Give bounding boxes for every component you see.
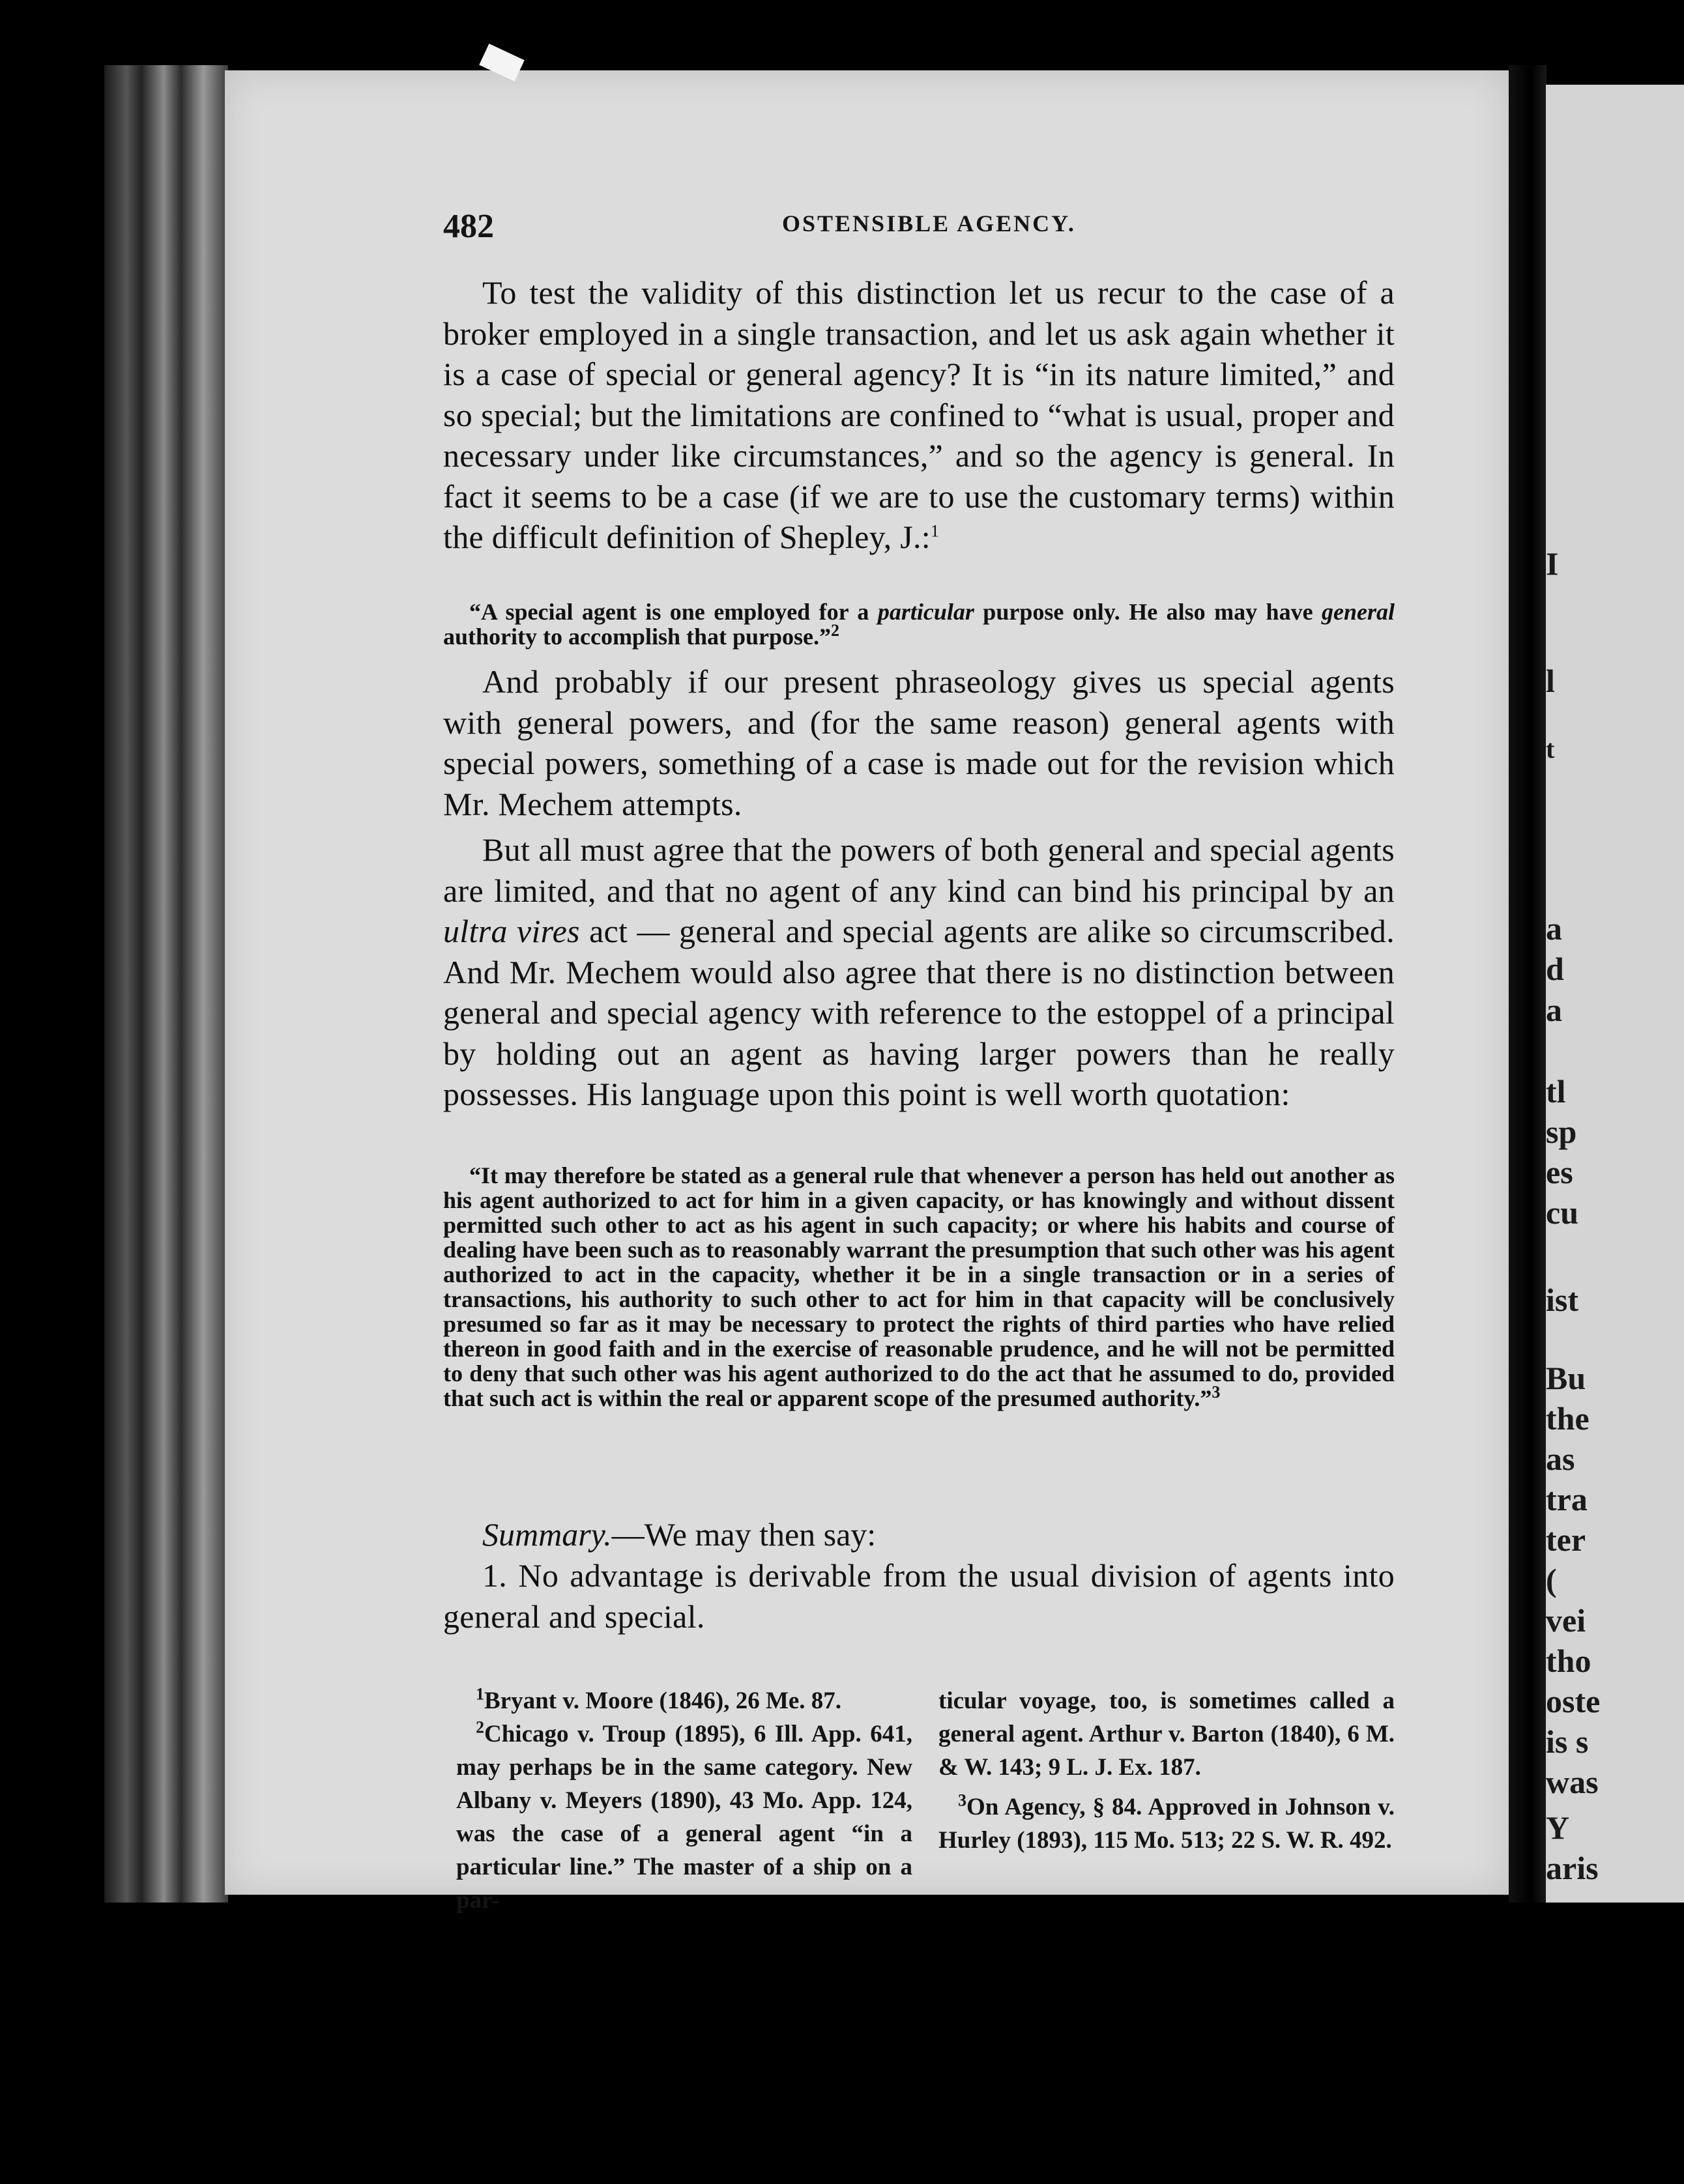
facing-page-fragment: cu [1546,1194,1578,1231]
footnote-ref: 2 [831,621,840,640]
quotation: “It may therefore be stated as a general rule that whenever a person has held out another as his agent authorized to act for him in a given capacity, or has knowingly and without dissent permitted such other to act as his agent in such capacity; or where his habits and course of dealing have been such as to reasonably warrant the presumption that such other was his agent authorized to act in the capacity, whether it be in a single transaction or in a series of transactions, his authority to such other to act for him in that capacity will be conclusively presumed so far as it may be necessary to protect the rights of third parties who have relied thereon in good faith and in the exercise of reasonable prudence, and he will not be permitted to deny that such other was his agent authorized to do the act that he assumed to do, provided that such act is within the real or apparent scope of the presumed authority.”$^3$ [443,1162,1395,1411]
facing-page-fragment: Bu [1546,1360,1586,1396]
quotation: “A special agent is one employed for a particular purpose only. He also may have general authority to accomplish that purpose.”$^2$ [443,599,1395,650]
facing-page-fragment: ( [1546,1562,1557,1598]
running-head [443,207,1395,253]
footnotes-right [938,1684,1395,1857]
facing-page-fragment: as [1546,1441,1575,1477]
footnote: $^1$Bryant v. Moore (1846), 26 Me. 87. [476,1684,842,1714]
facing-page-fragment: vei [1546,1602,1586,1639]
page-heading: OSTENSIBLE AGENCY. [782,210,1076,237]
paragraph: To test the validity of this distinction let us recur to the case of a broker employed in a single transaction, and let us ask again whether it is a case of special or general agency? It is “in its nature limited,” and so special; but the limitations are confined to “what is usual, proper and necessary under like circumstances,” and so the agency is general. In fact it seems to be a case (if we are to use the customary terms) within the difficult definition of Shepley, J.:$^1$ [443,274,1395,555]
summary-heading: Summary.—We may then say: [482,1516,877,1553]
facing-page-fragment: l [1546,663,1555,699]
facing-page-fragment: ter [1546,1521,1586,1558]
summary-item: 1. No advantage is derivable from the usual division of agents into general and special. [443,1557,1395,1635]
footnote: $^3$On Agency, § 84. Approved in Johnson v. Hurley (1893), 115 Mo. 513; 22 S. W. R. 492. [938,1790,1395,1854]
footnote-ref: 3 [1212,1383,1221,1401]
summary [443,1515,1395,1637]
facing-page-fragment: sp [1546,1114,1577,1150]
main-text [443,661,1395,1115]
footnotes-left [456,1684,912,1917]
facing-page-fragment: was [1546,1764,1599,1800]
facing-page-fragment: d [1546,951,1564,987]
facing-page-fragment: a [1546,910,1562,947]
facing-page-fragment: oste [1546,1683,1601,1719]
block-quote [443,599,1395,649]
footnote-continuation: ticular voyage, too, is sometimes called a general agent. Arthur v. Barton (1840), 6 M. & W. 143; 9 L. J. Ex. 187. [938,1688,1395,1781]
facing-page-fragment: t [1546,734,1555,764]
paragraph: And probably if our present phraseology gives us special agents with general powers, and (for the same reason) general agents with special powers, something of a case is made out for the revision which Mr. Mechem attempts. [443,663,1395,822]
footnote-ref: 1 [931,521,940,541]
page-number: 482 [443,208,494,245]
facing-page-fragment: is s [1546,1723,1589,1760]
facing-page-fragment: aris [1546,1850,1599,1886]
facing-page-fragment: tl [1546,1073,1566,1110]
book-gutter [1509,65,1546,1903]
facing-page-fragment: tra [1546,1481,1588,1517]
footnote: $^2$Chicago v. Troup (1895), 6 Ill. App. 641, may perhaps be in the same category. New Albany v. Meyers (1890), 43 Mo. App. 124, was the case of a general agent “in a particular line.” The master of a ship on a par- [456,1717,912,1914]
facing-page-fragment: ist [1546,1282,1578,1318]
facing-page-fragment: Y [1546,1809,1570,1846]
facing-page-fragment: I [1546,545,1559,582]
facing-page-fragment: the [1546,1400,1590,1437]
facing-page-fragment: es [1546,1154,1573,1190]
facing-page-fragment: a [1546,992,1562,1028]
facing-page-edge [1546,85,1684,1903]
scan-border [104,65,228,1903]
paragraph: But all must agree that the powers of both general and special agents are limited, and that no agent of any kind can bind his principal by an ultra vires act — general and special agents are alike so circumscribed. And Mr. Mechem would also agree that there is no distinction between general and special agency with reference to the estoppel of a principal by holding out an agent as having larger powers than he really possesses. His language upon this point is well worth quotation: [443,831,1395,1112]
main-text [443,272,1395,558]
block-quote [443,1163,1395,1411]
facing-page-fragment: tho [1546,1643,1591,1679]
